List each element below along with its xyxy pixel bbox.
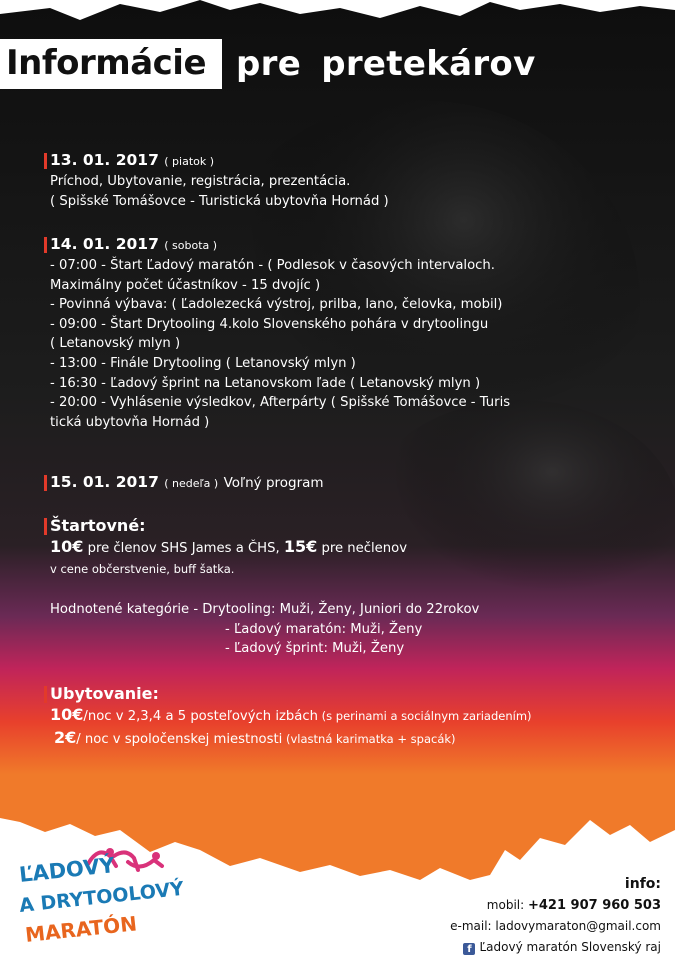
contact-info [450,874,661,958]
mobile-label: mobil: [486,898,528,912]
lodging-text2: / noc v spoločenskej miestnosti [76,732,283,747]
lodging-text1: /noc v 2,3,4 a 5 posteľových izbách [83,709,318,724]
lodging-heading: Ubytovanie: [50,684,159,703]
fee-price-members: 10€ [50,537,84,556]
title-word-informacie: Informácie [0,39,222,89]
fee-block [50,516,407,580]
day2-line: - 09:00 - Štart Drytooling 4.kolo Slovenského pohára v drytoolingu [50,316,489,332]
day3-block [50,472,324,494]
day2-line: - 13:00 - Finále Drytooling ( Letanovský mlyn ) [50,355,356,371]
accent-bar [44,518,47,535]
accent-bar [44,475,47,491]
lodging-note2: (vlastná karimatka + spacák) [282,732,456,746]
day2-weekday: ( sobota ) [164,239,218,252]
day3-program: Voľný program [223,475,324,491]
day3-weekday: ( nedeľa ) [164,477,219,490]
fee-text-members: pre členov SHS James a ČHS, [83,541,284,556]
title-rest: pre pretekárov [236,44,536,84]
day2-line: tická ubytovňa Hornád ) [50,414,210,430]
day2-line: - Povinná výbava: ( Ľadolezecká výstroj, prilba, lano, čelovka, mobil) [50,297,503,313]
email-address[interactable]: ladovymaraton@gmail.com [495,919,661,933]
day2-line: - 16:30 - Ľadový šprint na Letanovskom ľade ( Letanovský mlyn ) [50,375,481,391]
email-label: e-mail: [450,919,496,933]
climber-head [152,852,160,860]
lodging-note1: (s perinami a sociálnym zariadením) [317,709,532,723]
logo-line2: A DRYTOOLOVÝ [18,877,185,917]
categories-line: Hodnotené kategórie - Drytooling: Muži, Ženy, Juniori do 22rokov [50,602,480,617]
day2-line: Maximálny počet účastníkov - 15 dvojíc ) [50,277,321,293]
fee-text-others: pre nečlenov [317,541,407,556]
day2-date: 14. 01. 2017 [50,235,159,253]
day2-block [50,234,510,432]
accent-bar [44,237,47,253]
categories-line: - Ľadový šprint: Muži, Ženy [225,641,405,657]
lodging-price2: 2€ [54,728,77,747]
categories-block [50,600,479,659]
facebook-icon: f [463,943,475,955]
fee-includes: v cene občerstvenie, buff šatka. [50,562,235,576]
day2-line: - 07:00 - Štart Ľadový maratón - ( Podlesok v časových intervaloch. [50,258,495,273]
day1-date: 13. 01. 2017 [50,151,159,169]
accent-bar [44,153,47,169]
day1-line: Príchod, Ubytovanie, registrácia, prezentácia. [50,174,351,189]
day2-line: ( Letanovský mlyn ) [50,336,181,352]
categories-line: - Ľadový maratón: Muži, Ženy [225,621,423,637]
info-label: info: [624,876,661,892]
logo-line3: MARATÓN [24,911,139,947]
logo-line1: ĽADOVÝ [18,853,116,887]
lodging-block [50,684,532,750]
mobile-number[interactable]: +421 907 960 503 [527,898,661,913]
day3-date: 15. 01. 2017 [50,473,159,491]
event-logo [18,842,188,952]
lodging-price1: 10€ [50,705,84,724]
facebook-page[interactable]: Ľadový maratón Slovenský raj [479,940,661,954]
day1-weekday: ( piatok ) [164,155,215,168]
accent-bar [44,686,47,703]
fee-price-others: 15€ [283,537,318,556]
day2-line: - 20:00 - Vyhlásenie výsledkov, Afterpárty ( Spišské Tomášovce - Turis [50,395,511,411]
day1-line: ( Spišské Tomášovce - Turistická ubytovňa Hornád ) [50,193,389,209]
day1-block [50,150,389,211]
fee-heading: Štartovné: [50,516,146,535]
